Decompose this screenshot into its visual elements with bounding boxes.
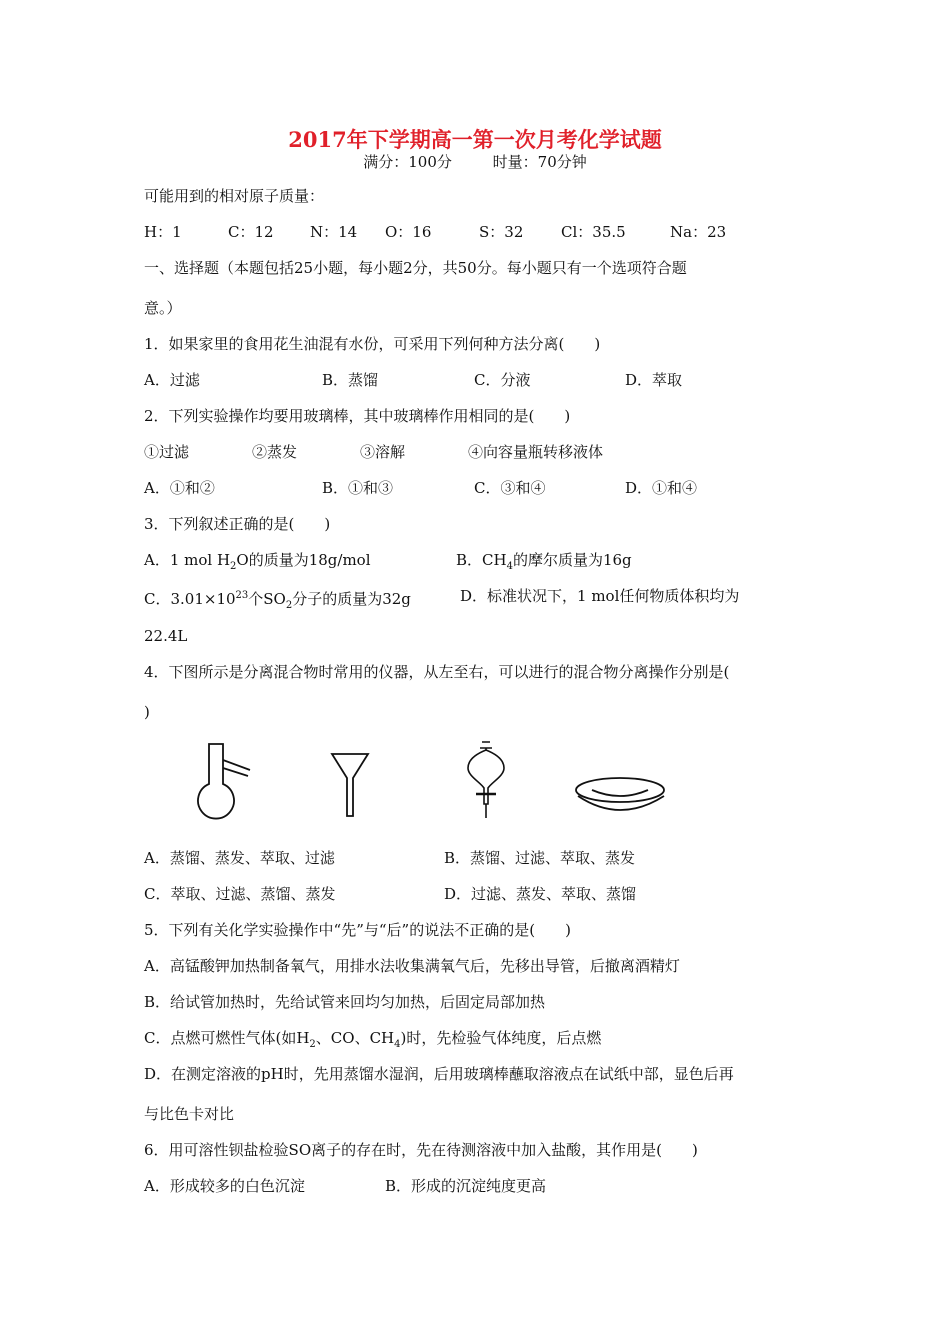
question-2-stem: 2．下列实验操作均要用玻璃棒，其中玻璃棒作用相同的是( ) — [144, 407, 571, 425]
funnel — [332, 754, 368, 816]
question-6-stem: 6．用可溶性钡盐检验SO离子的存在时，先在待测溶液中加入盐酸，其作用是( ) — [144, 1141, 698, 1159]
q5-option-a: A．高锰酸钾加热制备氧气，用排水法收集满氧气后，先移出导管，后撤离酒精灯 — [144, 957, 680, 975]
q4-option-b: B．蒸馏、过滤、萃取、蒸发 — [444, 849, 636, 867]
q3-option-c: C．$3.01\times 10^{23}$个$SO_2$分子的质量为32g — [144, 590, 411, 611]
section-heading: 一、选择题（本题包括25小题，每小题2分，共50分。每小题只有一个选项符合题 — [144, 259, 687, 277]
mass-item: S：32 — [479, 223, 524, 241]
page-title: 2017年下学期高一第一次月考化学试题 — [288, 127, 662, 152]
q1-option-c: C．分液 — [474, 371, 531, 389]
q4-option-d: D．过滤、蒸发、萃取、蒸馏 — [444, 885, 637, 903]
masses-intro: 可能用到的相对原子质量： — [144, 187, 325, 205]
q2-option-a: A．①和② — [144, 479, 215, 497]
mass-item: C：12 — [228, 223, 274, 241]
evaporating-dish — [576, 778, 664, 810]
q1-option-d: D．萃取 — [625, 371, 683, 389]
q4-option-a: A．蒸馏、蒸发、萃取、过滤 — [144, 849, 335, 867]
mass-item: Na：23 — [670, 223, 727, 241]
q5-option-c: C．点燃可燃性气体(如$H_2$、CO、$CH_4$)时，先检验气体纯度，后点燃 — [144, 1029, 602, 1050]
q4-option-c: C．萃取、过滤、蒸馏、蒸发 — [144, 885, 336, 903]
q2-option-b: B．①和③ — [322, 479, 394, 497]
full-score: 满分：100分 — [363, 153, 452, 171]
mass-item: Cl：35.5 — [561, 223, 626, 241]
question-4-stem-cont: ) — [144, 703, 150, 721]
q3-option-b: B．$CH_4$的摩尔质量为16g — [456, 551, 632, 572]
mass-item: N：14 — [310, 223, 358, 241]
q3-option-a: A．1 mol $H_2O$的质量为18g/mol — [144, 551, 371, 572]
apparatus-figure — [180, 736, 700, 826]
q5-option-d: D．在测定溶液的pH时，先用蒸馏水湿润，后用玻璃棒蘸取溶液点在试纸中部，显色后再 — [144, 1065, 734, 1083]
question-1-stem: 1．如果家里的食用花生油混有水份，可采用下列何种方法分离( ) — [144, 335, 601, 353]
q5-option-d-cont: 与比色卡对比 — [144, 1105, 235, 1123]
q1-option-b: B．蒸馏 — [322, 371, 379, 389]
q2-item: ②蒸发 — [252, 443, 298, 461]
section-heading-cont: 意。） — [144, 299, 182, 317]
exam-info — [0, 152, 950, 172]
separatory-funnel — [468, 742, 504, 818]
q2-item: ④向容量瓶转移液体 — [468, 443, 604, 461]
q2-item: ①过滤 — [144, 443, 190, 461]
q1-option-a: A．过滤 — [144, 371, 200, 389]
q3-option-d: D．标准状况下，1 mol任何物质体积均为 — [460, 587, 740, 605]
q6-option-b: B．形成的沉淀纯度更高 — [385, 1177, 547, 1195]
question-5-stem: 5．下列有关化学实验操作中“先”与“后”的说法不正确的是( ) — [144, 921, 571, 939]
mass-item: O：16 — [385, 223, 432, 241]
mass-item: H：1 — [144, 223, 182, 241]
question-4-stem: 4．下图所示是分离混合物时常用的仪器，从左至右，可以进行的混合物分离操作分别是( — [144, 663, 730, 681]
q5-option-b: B．给试管加热时，先给试管来回均匀加热，后固定局部加热 — [144, 993, 546, 1011]
q3-option-d-cont: 22.4L — [144, 627, 188, 645]
q2-option-c: C．③和④ — [474, 479, 546, 497]
duration: 时量：70分钟 — [492, 153, 587, 171]
q6-option-a: A．形成较多的白色沉淀 — [144, 1177, 305, 1195]
q2-item: ③溶解 — [360, 443, 406, 461]
question-3-stem: 3．下列叙述正确的是( ) — [144, 515, 331, 533]
q2-option-d: D．①和④ — [625, 479, 698, 497]
distilling-flask — [198, 744, 250, 819]
